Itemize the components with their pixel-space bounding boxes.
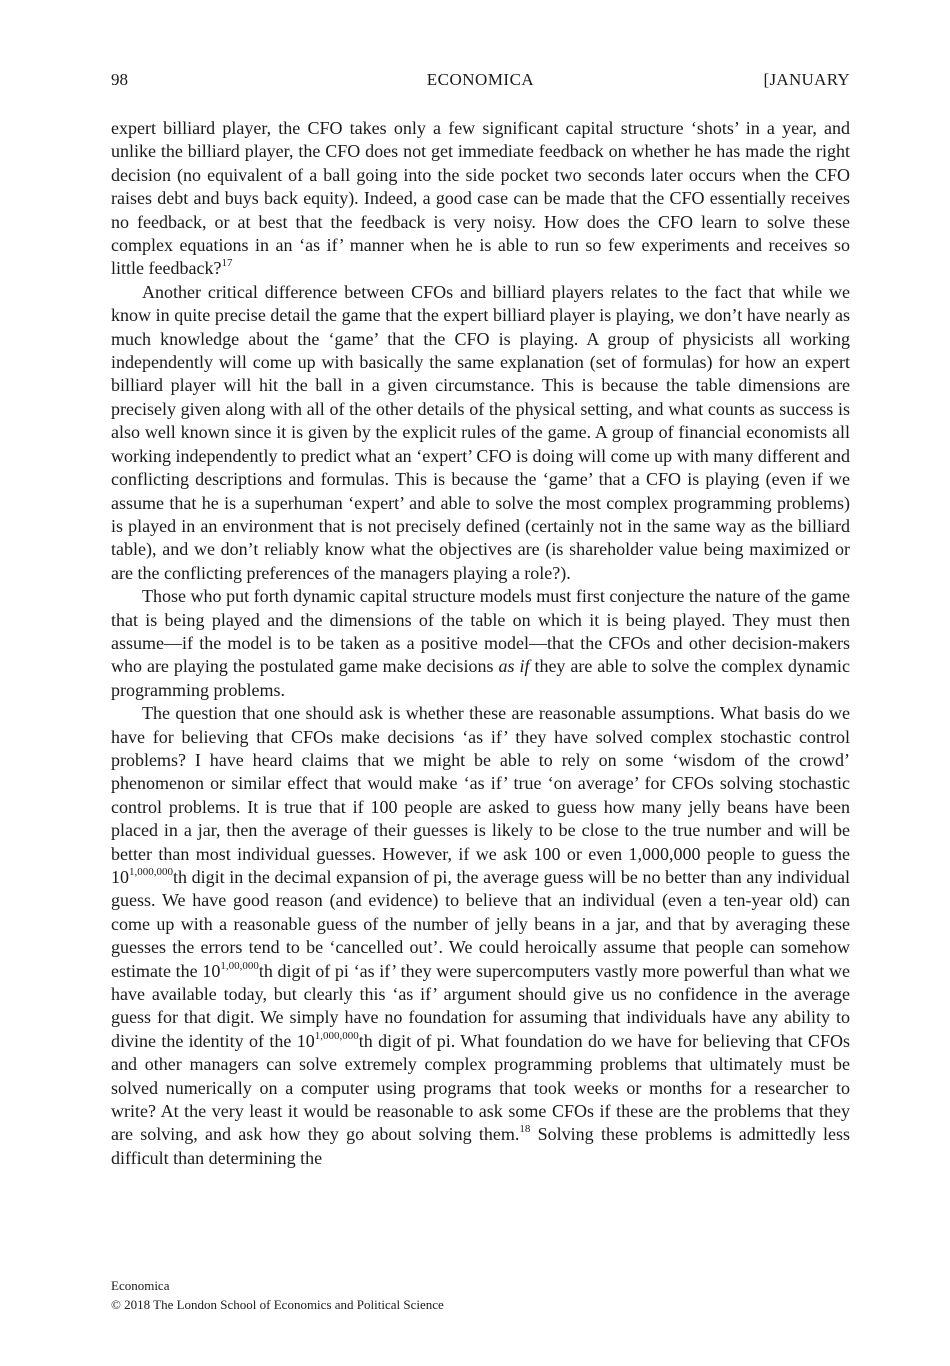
paragraph-3: Those who put forth dynamic capital structure models must first conjecture the nature of the game that is being played and the dimensions of the table on which it is being played. They must then assume—if the model is to be taken as a positive model—that the CFOs and other decision-makers who are playing the postulated game make decisions as if they are able to solve the complex dynamic programming problems. <box>111 586 850 700</box>
exponent: 1,000,000 <box>314 1029 359 1042</box>
italic-as-if: as if <box>498 656 530 677</box>
issue-label: [JANUARY <box>763 70 850 89</box>
journal-title: ECONOMICA <box>426 70 535 89</box>
running-header <box>111 70 850 94</box>
paragraph-1: expert billiard player, the CFO takes only a few significant capital structure ‘shots’ in a year, and unlike the billiard player, the CFO does not get immediate feedback on whether he has made the right decision (no equivalent of a ball going into the side pocket two seconds later occurs when the CFO raises debt and buys back equity). Indeed, a good case can be made that the CFO essentially receives no feedback, or at best that the feedback is very noisy. How does the CFO learn to solve these complex equations in an ‘as if’ manner when he is able to run so few experiments and receives so little feedback?$^{17}$ <box>111 118 850 279</box>
footer-journal: Economica <box>111 1278 170 1293</box>
footer-copyright: © 2018 The London School of Economics and Political Science <box>111 1297 444 1312</box>
footnote-ref-17[interactable]: 17 <box>221 257 233 270</box>
page-footer <box>111 1276 444 1314</box>
paragraph-2: Another critical difference between CFOs and billiard players relates to the fact that while we know in quite precise detail the game that the expert billiard player is playing, we don’t have nearly as much knowledge about the ‘game’ that the CFO is playing. A group of physicists all working independently will come up with basically the same explanation (set of formulas) for how an expert billiard player will hit the ball in a given circumstance. This is because the table dimensions are precisely given along with all of the other details of the physical setting, and what counts as success is also well known since it is given by the explicit rules of the game. A group of financial economists all working independently to predict what an ‘expert’ CFO is doing will come up with many different and conflicting descriptions and formulas. This is because the ‘game’ that a CFO is playing (even if we assume that he is a superhuman ‘expert’ and able to solve the most complex programming problems) is played in an environment that is not precisely defined (certainly not in the same way as the billiard table), and we don’t reliably know what the objectives are (is shareholder value being maximized or are the conflicting preferences of the managers playing a role?). <box>111 281 850 583</box>
exponent: 1,00,000 <box>220 959 259 972</box>
page-number: 98 <box>111 70 128 89</box>
footnote-ref-18[interactable]: 18 <box>519 1123 531 1136</box>
article-body <box>111 117 850 1170</box>
paragraph-4: The question that one should ask is whether these are reasonable assumptions. What basis do we have for believing that CFOs make decisions ‘as if’ they have solved complex stochastic control problems? I have heard claims that we might be able to rely on some ‘wisdom of the crowd’ phenomenon or similar effect that would make ‘as if’ true ‘on average’ for CFOs solving stochastic control problems. It is true that if 100 people are asked to guess how many jelly beans have been placed in a jar, then the average of their guesses is likely to be close to the true number and will be better than most individual guesses. However, if we ask 100 or even 1,000,000 people to guess the 10$^{1,000,000}$th digit in the decimal expansion of pi, the average guess will be no better than any individual guess. We have good reason (and evidence) to believe that an individual (even a ten-year old) can come up with a reasonable guess of the number of jelly beans in a jar, and that by averaging these guesses the errors tend to be ‘cancelled out’. We could heroically assume that people can somehow estimate the 10$^{1,00,000}$th digit of pi ‘as if’ they were supercomputers vastly more powerful than what we have available today, but clearly this ‘as if’ argument should give us no confidence in the average guess for that digit. We simply have no foundation for assuming that individuals have any ability to divine the identity of the 10$^{1,000,000}$th digit of pi. What foundation do we have for believing that CFOs and other managers can solve extremely complex programming problems that ultimately must be solved numerically on a computer using programs that took weeks or months for a researcher to write? At the very least it would be reasonable to ask some CFOs if these are the problems that they are solving, and ask how they go about solving them.$^{18}$ Solving these problems is admittedly less difficult than determining the <box>111 703 851 1168</box>
exponent: 1,000,000 <box>129 866 173 878</box>
